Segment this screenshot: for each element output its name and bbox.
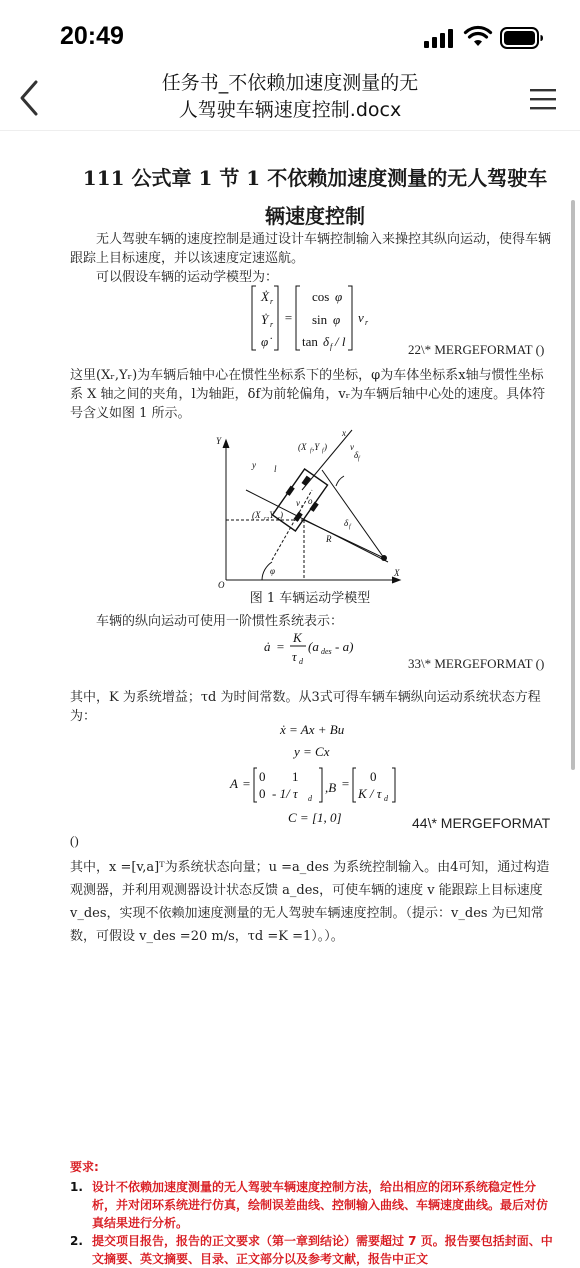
svg-text:- 1/ τ: - 1/ τ: [272, 786, 298, 801]
svg-text:f: f: [330, 342, 333, 351]
document-title-line2: 人驾驶车辆速度控制.docx: [178, 99, 402, 121]
svg-text:(X: (X: [252, 510, 261, 520]
svg-text:C = [1, 0]: C = [1, 0]: [288, 810, 342, 825]
svg-text:d: d: [384, 794, 388, 803]
svg-text:K / τ: K / τ: [358, 786, 382, 801]
svg-text:tan: tan: [302, 334, 318, 349]
svg-text:(X: (X: [298, 442, 307, 452]
svg-text:f: f: [310, 448, 312, 454]
svg-text:r: r: [264, 516, 267, 522]
svg-text:d: d: [308, 794, 312, 803]
svg-text:f: f: [322, 448, 324, 454]
svg-text:d: d: [299, 657, 303, 666]
paragraph-model-intro: 可以假设车辆的运动学模型为：: [96, 270, 279, 285]
mergeformat-2: 22\* MERGEFORMAT (): [408, 342, 545, 357]
svg-text:τ: τ: [292, 649, 297, 664]
svg-text:A: A: [230, 776, 238, 791]
svg-text:Ẋ: Ẋ: [261, 289, 269, 304]
svg-text:f: f: [358, 456, 360, 462]
svg-text:δ: δ: [344, 518, 349, 528]
svg-text:v: v: [296, 498, 300, 508]
section-heading-line2: 辆速度控制: [265, 204, 365, 228]
svg-text:des: des: [321, 647, 332, 656]
first-order-equation: [262, 628, 372, 668]
svg-text:cos: cos: [312, 289, 330, 304]
svg-text:/ l: / l: [335, 334, 346, 349]
mergeformat-4-paren: (): [70, 833, 79, 848]
paragraph-intro: 无人驾驶车辆的速度控制是通过设计车辆控制输入来操控其纵向运动，使得车辆跟踪上目标速度，并以该速度定速巡航。: [70, 232, 552, 266]
status-time: 20:49: [60, 22, 124, 50]
svg-text:0: 0: [259, 769, 266, 784]
svg-text:,Y: ,Y: [312, 442, 320, 452]
svg-text:Ẏ: Ẏ: [261, 312, 269, 327]
svg-text:K: K: [293, 630, 302, 645]
svg-text:=: =: [284, 310, 293, 325]
svg-text:0: 0: [370, 769, 377, 784]
vehicle-kinematic-figure: [212, 430, 412, 588]
requirements-title: 要求:: [70, 1160, 99, 1174]
svg-text:r: r: [301, 504, 304, 510]
svg-text:l: l: [274, 464, 277, 474]
wifi-icon: [464, 26, 492, 48]
svg-text:- a): - a): [335, 639, 354, 654]
svg-text:v: v: [350, 442, 354, 452]
svg-text:φ̇: φ̇: [261, 334, 269, 349]
svg-text:): ): [280, 510, 283, 520]
svg-text:f: f: [349, 524, 351, 530]
svg-text:=: =: [242, 776, 251, 791]
mergeformat-4: 44\* MERGEFORMAT: [412, 815, 551, 831]
requirement-1-number: 1.: [70, 1180, 83, 1194]
mergeformat-3: 33\* MERGEFORMAT (): [408, 656, 545, 671]
svg-text:φ: φ: [335, 289, 343, 304]
state-space-equations: [228, 718, 408, 828]
signal-icon: [424, 29, 454, 48]
svg-text:r: r: [270, 297, 274, 306]
svg-text:y: y: [252, 460, 256, 470]
svg-text:R: R: [326, 534, 332, 544]
paragraph-longitudinal: 车辆的纵向运动可使用一阶惯性系统表示：: [96, 614, 344, 629]
svg-text:O: O: [218, 580, 225, 590]
svg-text:r: r: [270, 320, 274, 329]
svg-text:v: v: [358, 310, 364, 325]
svg-text:φ: φ: [333, 312, 341, 327]
svg-text:r: r: [278, 516, 281, 522]
svg-text:δ: δ: [323, 334, 330, 349]
svg-text:sin: sin: [312, 312, 328, 327]
document-nav-bar: [0, 64, 580, 131]
svg-text:=: =: [276, 639, 285, 654]
section-heading-line1: 111 公式章 1 节 1 不依赖加速度测量的无人驾驶车: [82, 166, 548, 190]
svg-text:ẋ = Ax + Bu: ẋ = Ax + Bu: [280, 722, 345, 737]
svg-text:δ: δ: [354, 450, 359, 460]
svg-text:1: 1: [292, 769, 299, 784]
svg-text:=: =: [341, 776, 350, 791]
svg-text:x: x: [342, 428, 346, 438]
svg-text:o: o: [308, 496, 313, 506]
svg-text:): ): [324, 442, 327, 452]
requirement-2-text: 提交项目报告，报告的正文要求（第一章到结论）需要超过 7 页。报告要包括封面、中文摘要、英文摘要、目录、正文部分以及参考文献，报告中正文: [92, 1234, 553, 1266]
paragraph-observer: 其中，x =[v,a]ᵀ为系统状态向量；u =a_des 为系统控制输入。由4可知，通过构造观测器，并利用观测器设计状态反馈 a_des，可使车辆的速度 v 能跟踪上目标速度 v_des，实现不依赖加速度测量的无人驾驶车辆速度控制。（提示：v_des 为已知常数，可假设 v_des =20 m/s，τd =K =1）。）。: [70, 860, 550, 944]
battery-icon: [500, 27, 544, 49]
svg-text:φ: φ: [270, 566, 275, 576]
svg-text:ȧ: ȧ: [264, 639, 271, 654]
hamburger-menu-icon[interactable]: [528, 86, 558, 112]
svg-text:X: X: [394, 568, 400, 578]
figure-caption: 图 1 车辆运动学模型: [249, 591, 371, 606]
document-viewer[interactable]: [0, 140, 580, 1266]
paragraph-symbols: 这里(Xᵣ,Yᵣ)为车辆后轴中心在惯性坐标系下的坐标，φ为车体坐标系x轴与惯性坐标系 X 轴之间的夹角，l为轴距，δf为前轮偏角，vᵣ为车辆后轴中心处的速度。具体符号含义如图 1 所示。: [70, 368, 546, 421]
requirement-2-number: 2.: [70, 1234, 83, 1248]
kinematic-equation: [250, 284, 380, 354]
svg-text:,Y: ,Y: [267, 510, 275, 520]
document-title: [110, 70, 470, 124]
document-title-line1: 任务书_不依赖加速度测量的无: [161, 72, 419, 94]
back-chevron-icon[interactable]: [14, 78, 48, 118]
svg-text:Y: Y: [216, 436, 222, 446]
svg-text:y = Cx: y = Cx: [294, 744, 330, 759]
svg-text:,B: ,B: [325, 780, 337, 795]
svg-text:r: r: [365, 318, 369, 327]
requirement-1-text: 设计不依赖加速度测量的无人驾驶车辆速度控制方法，给出相应的闭环系统稳定性分析，并对闭环系统进行仿真，绘制误差曲线、控制输入曲线、车辆速度曲线。最后对仿真结果进行分析。: [92, 1180, 549, 1230]
svg-text:0: 0: [259, 786, 266, 801]
svg-text:(a: (a: [308, 639, 319, 654]
paragraph-state-space: 其中，K 为系统增益；τd 为时间常数。从3式可得车辆车辆纵向运动系统状态方程为：: [70, 690, 541, 724]
status-bar: [0, 0, 580, 72]
